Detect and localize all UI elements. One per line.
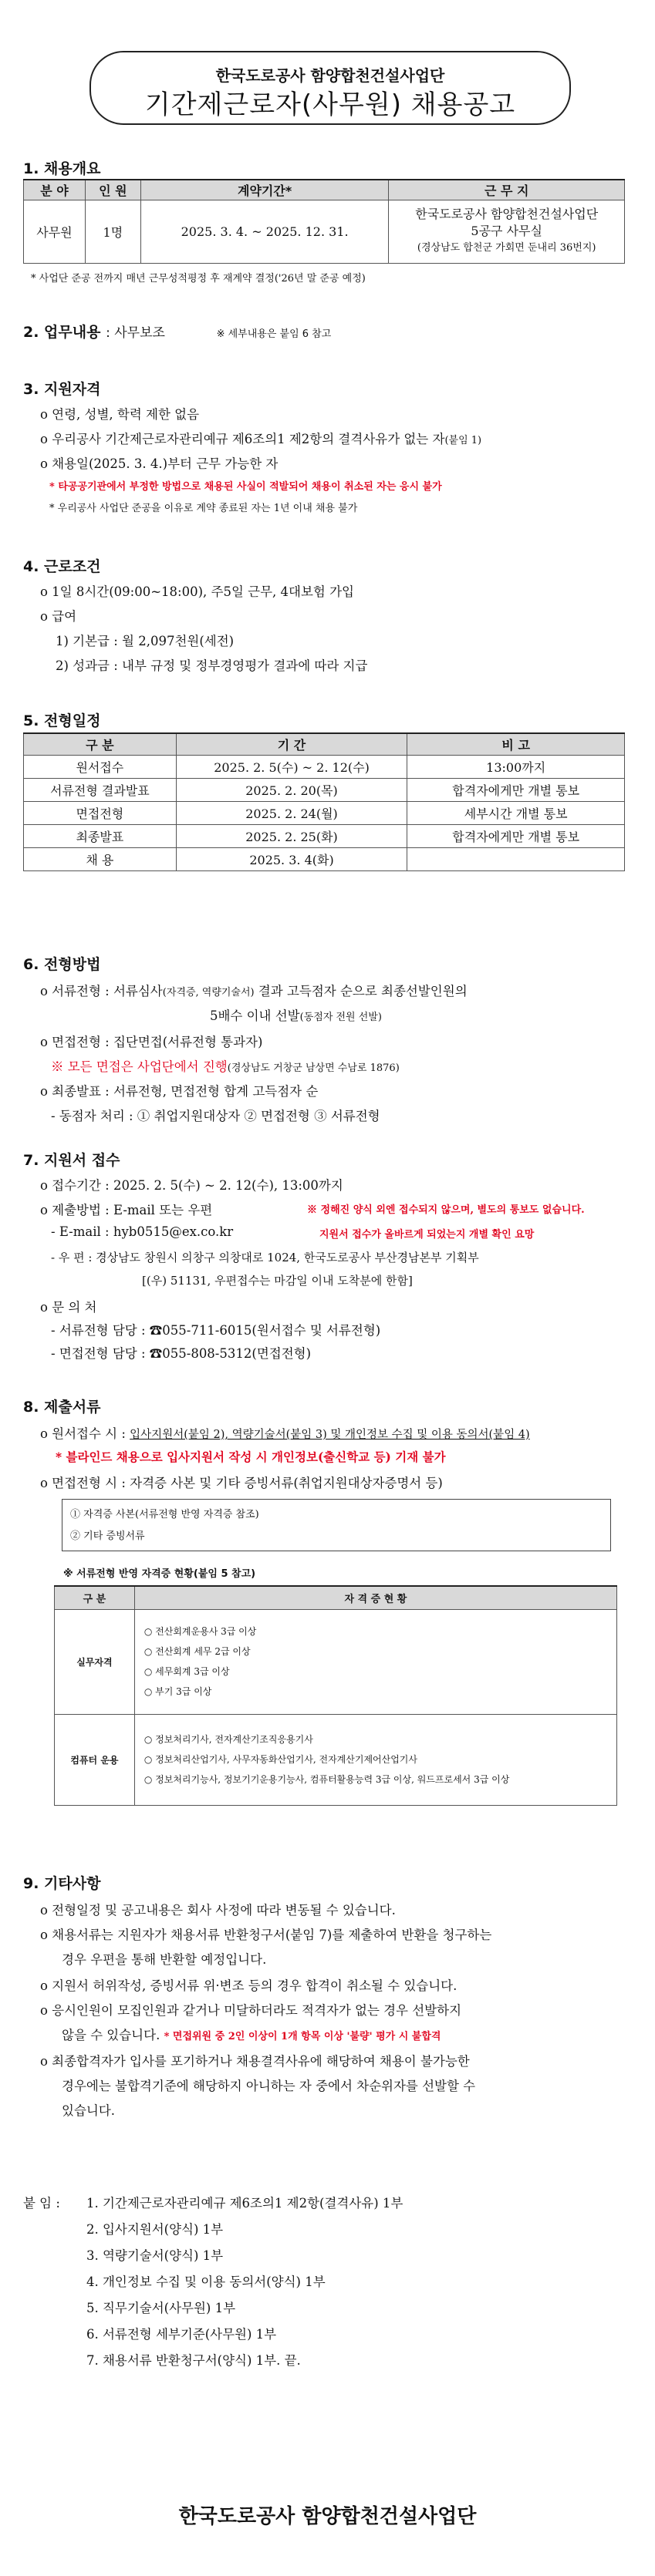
s7-line-1: o 접수기간 : 2025. 2. 5(수) ~ 2. 12(수), 13:00까지	[40, 1178, 343, 1193]
col-field: 분 야	[24, 180, 86, 200]
cert-table	[54, 1585, 617, 1806]
s7-post: - 우 편 : 경상남도 창원시 의창구 의창대로 1024, 한국도로공사 부산경남본부 기획부	[51, 1251, 479, 1264]
cert-col-list: 자 격 증 현 황	[134, 1586, 616, 1609]
section-8-heading: 8. 제출서류	[23, 1399, 101, 1416]
s8-warning: * 블라인드 채용으로 입사지원서 작성 시 개인정보(출신학교 등) 기재 불가	[56, 1450, 446, 1464]
s7-email: - E-mail : hyb0515@ex.co.kr	[51, 1224, 234, 1239]
s8-line-1-a: o 원서접수 시 :	[40, 1426, 130, 1441]
cert-item: ○ 정보처리산업기사, 사무자동화산업기사, 전자계산기제어산업기사	[143, 1754, 417, 1765]
s8-line-3: o 면접전형 시 : 자격증 사본 및 기타 증빙서류(취업지원대상자증명서 등)	[40, 1476, 443, 1490]
section-1-note: * 사업단 준공 전까지 매년 근무성적평정 후 재계약 결정('26년 말 준공 예정)	[31, 273, 366, 285]
s3-line-2	[40, 429, 481, 447]
schedule-table	[23, 732, 625, 871]
attach-item: 2. 입사지원서(양식) 1부	[86, 2222, 224, 2237]
section-2-title: 2. 업무내용	[23, 324, 101, 341]
overview-table	[23, 179, 625, 264]
row-date: 2025. 2. 5(수) ~ 2. 12(수)	[176, 755, 407, 778]
s3-note: * 우리공사 사업단 준공을 이유로 계약 종료된 자는 1년 이내 채용 불가	[49, 503, 358, 514]
title-org: 한국도로공사 함양합천건설사업단	[215, 66, 445, 85]
s3-line-1: o 연령, 성별, 학력 제한 없음	[40, 407, 200, 422]
row-date: 2025. 2. 25(화)	[176, 824, 407, 847]
s9-line-3: 경우 우편을 통해 반환할 예정입니다.	[62, 1952, 267, 1967]
s6-line-1-a: o 서류전형 : 서류심사	[40, 984, 163, 998]
footer-org: 한국도로공사 함양합천건설사업단	[178, 2505, 477, 2528]
row-remark	[407, 847, 625, 870]
s4-line-4: 2) 성과금 : 내부 규정 및 정부경영평가 결과에 따라 지급	[56, 658, 368, 673]
s3-warning: * 타공공기관에서 부정한 방법으로 채용된 사실이 적발되어 채용이 취소된 자는 응시 불가	[49, 481, 442, 493]
s7-warning-2: 지원서 접수가 올바르게 되었는지 개별 확인 요망	[319, 1229, 535, 1241]
cert-row-label-1: 실무자격	[55, 1609, 135, 1714]
page-title: 기간제근로자(사무원) 채용공고	[144, 89, 516, 120]
section-1-heading: 1. 채용개요	[23, 160, 101, 177]
attach-item: 1. 기간제근로자관리예규 제6조의1 제2항(결격사유) 1부	[86, 2196, 403, 2211]
s4-line-1: o 1일 8시간(09:00~18:00), 주5일 근무, 4대보험 가입	[40, 584, 354, 599]
s7-contact: o 문 의 처	[40, 1300, 97, 1315]
s6-line-2-s: (동점자 전원 선발)	[299, 1012, 382, 1023]
section-5-heading: 5. 전형일정	[23, 712, 101, 729]
s6-line-1-b: 결과 고득점자 순으로 최종선발인원의	[254, 984, 468, 998]
section-2-note: ※ 세부내용은 붙임 6 참고	[216, 328, 332, 340]
s9-line-9: 있습니다.	[62, 2103, 116, 2118]
s7-contact-2: - 면접전형 담당 : ☎055-808-5312(면접전형)	[51, 1346, 312, 1361]
s9-line-2: o 채용서류는 지원자가 채용서류 반환청구서(붙임 7)를 제출하여 반환을 청구하는	[40, 1928, 492, 1942]
table-row	[24, 755, 625, 778]
cert-item: ○ 정보처리기사, 전자계산기조직응용기사	[143, 1734, 313, 1745]
section-3-heading: 3. 지원자격	[23, 381, 101, 398]
section-4-heading: 4. 근로조건	[23, 558, 101, 575]
col-remark: 비 고	[407, 733, 625, 755]
cell-place	[389, 200, 625, 263]
section-6-heading: 6. 전형방법	[23, 956, 101, 973]
col-place: 근 무 지	[389, 180, 625, 200]
place-line-3: (경상남도 합천군 가회면 둔내리 36번지)	[417, 242, 596, 254]
section-7-heading: 7. 지원서 접수	[23, 1152, 120, 1169]
cert-row-1	[134, 1609, 616, 1714]
attach-item: 3. 역량기술서(양식) 1부	[86, 2248, 224, 2263]
s3-line-2-text: o 우리공사 기간제근로자관리예규 제6조의1 제2항의 결격사유가 없는 자	[40, 432, 445, 446]
s6-line-4	[51, 1056, 400, 1075]
s7-post-note: [(우) 51131, 우편접수는 마감일 이내 도착분에 한함]	[142, 1274, 413, 1288]
attach-item: 6. 서류전형 세부기준(사무원) 1부	[86, 2327, 277, 2342]
row-remark: 13:00까지	[407, 755, 625, 778]
row-remark: 합격자에게만 개별 통보	[407, 778, 625, 801]
s9-line-7: o 최종합격자가 입사를 포기하거나 채용결격사유에 해당하여 채용이 불가능한	[40, 2054, 470, 2069]
s6-line-5: o 최종발표 : 서류전형, 면접전형 합계 고득점자 순	[40, 1084, 319, 1099]
row-remark: 합격자에게만 개별 통보	[407, 824, 625, 847]
cert-item: ○ 세무회계 3급 이상	[143, 1666, 230, 1677]
s9-line-5: o 응시인원이 모집인원과 같거나 미달하더라도 적격자가 없는 경우 선발하지	[40, 2003, 462, 2018]
s6-line-2-a: 5배수 이내 선발	[210, 1009, 300, 1023]
section-9-heading: 9. 기타사항	[23, 1875, 101, 1892]
row-date: 2025. 3. 4(화)	[176, 847, 407, 870]
s4-line-3: 1) 기본급 : 월 2,097천원(세전)	[56, 634, 235, 648]
s7-line-2: o 제출방법 : E-mail 또는 우편	[40, 1203, 213, 1217]
table-row	[24, 824, 625, 847]
s3-line-3: o 채용일(2025. 3. 4.)부터 근무 가능한 자	[40, 456, 279, 471]
s7-contact-1: - 서류전형 담당 : ☎055-711-6015(원서접수 및 서류전형)	[51, 1323, 381, 1338]
row-label: 채 용	[24, 847, 177, 870]
s4-line-2: o 급여	[40, 609, 77, 624]
place-line-1: 한국도로공사 함양합천건설사업단	[415, 207, 599, 221]
s8-line-1	[40, 1423, 530, 1442]
s9-line-4: o 지원서 허위작성, 증빙서류 위·변조 등의 경우 합격이 취소될 수 있습니다.	[40, 1978, 457, 1993]
cell-period: 2025. 3. 4. ~ 2025. 12. 31.	[140, 200, 389, 263]
row-label: 원서접수	[24, 755, 177, 778]
cert-item: ○ 정보처리기능사, 정보기기운용기능사, 컴퓨터활용능력 3급 이상, 워드프로세서 3급 이상	[143, 1774, 510, 1785]
section-2-value: : 사무보조	[106, 325, 165, 341]
required-docs-box	[62, 1499, 611, 1551]
row-label: 면접전형	[24, 801, 177, 824]
s6-line-4-a: ※ 모든 면접은 사업단에서 진행	[51, 1059, 228, 1074]
row-date: 2025. 2. 20(목)	[176, 778, 407, 801]
box-item-1: ① 자격증 사본(서류전형 반영 자격증 참조)	[70, 1509, 259, 1520]
attach-item: 7. 채용서류 반환청구서(양식) 1부. 끝.	[86, 2353, 301, 2368]
col-count: 인 원	[85, 180, 140, 200]
table-row	[24, 778, 625, 801]
s9-line-6	[62, 2025, 441, 2043]
title-box	[89, 51, 571, 125]
s6-line-1	[40, 981, 468, 999]
s6-line-1-s: (자격증, 역량기술서)	[162, 987, 255, 998]
s6-line-6: - 동점자 처리 : ① 취업지원대상자 ② 면접전형 ③ 서류전형	[51, 1109, 380, 1123]
s9-line-6-b: * 면접위원 중 2인 이상이 1개 항목 이상 '불량' 평가 시 불합격	[164, 2031, 441, 2042]
table-row	[24, 847, 625, 870]
section-2-heading	[23, 321, 331, 342]
s6-line-2	[210, 1005, 382, 1024]
cert-row-2	[134, 1714, 616, 1805]
box-item-2: ② 기타 증빙서류	[70, 1530, 145, 1542]
s9-line-6-a: 않을 수 있습니다.	[62, 2028, 164, 2042]
s6-line-3: o 면접전형 : 집단면접(서류전형 통과자)	[40, 1035, 263, 1049]
cell-field: 사무원	[24, 200, 86, 263]
cert-item: ○ 전산회계운용사 3급 이상	[143, 1626, 257, 1637]
s6-line-4-s: (경상남도 거창군 남상면 수남로 1876)	[227, 1062, 400, 1074]
row-label: 서류전형 결과발표	[24, 778, 177, 801]
row-remark: 세부시간 개별 통보	[407, 801, 625, 824]
s9-line-8: 경우에는 불합격기준에 해당하지 아니하는 자 중에서 차순위자를 선발할 수	[62, 2079, 476, 2093]
s7-warning-1: ※ 정해진 양식 외엔 접수되지 않으며, 별도의 통보도 없습니다.	[307, 1204, 585, 1216]
s9-line-1: o 전형일정 및 공고내용은 회사 사정에 따라 변동될 수 있습니다.	[40, 1903, 396, 1918]
cell-count: 1명	[85, 200, 140, 263]
col-period: 계약기간*	[140, 180, 389, 200]
cert-item: ○ 전산회계 세무 2급 이상	[143, 1646, 251, 1657]
cert-item: ○ 부기 3급 이상	[143, 1686, 212, 1697]
s3-line-2-ref: (붙임 1)	[444, 435, 482, 446]
col-dates: 기 간	[176, 733, 407, 755]
row-date: 2025. 2. 24(월)	[176, 801, 407, 824]
cert-col-type: 구 분	[55, 1586, 135, 1609]
place-line-2: 5공구 사무실	[471, 224, 542, 238]
s8-line-1-b: 입사지원서(붙임 2), 역량기술서(붙임 3) 및 개인정보 수집 및 이용 동의서(붙임 4)	[130, 1429, 530, 1441]
row-label: 최종발표	[24, 824, 177, 847]
attach-item: 4. 개인정보 수집 및 이용 동의서(양식) 1부	[86, 2275, 326, 2289]
attach-label: 붙 임 :	[23, 2196, 60, 2211]
table-row	[24, 801, 625, 824]
cert-row-label-2: 컴퓨터 운용	[55, 1714, 135, 1805]
attach-item: 5. 직무기술서(사무원) 1부	[86, 2301, 236, 2315]
cert-table-title: ※ 서류전형 반영 자격증 현황(붙임 5 참고)	[63, 1568, 256, 1580]
col-type: 구 분	[24, 733, 177, 755]
